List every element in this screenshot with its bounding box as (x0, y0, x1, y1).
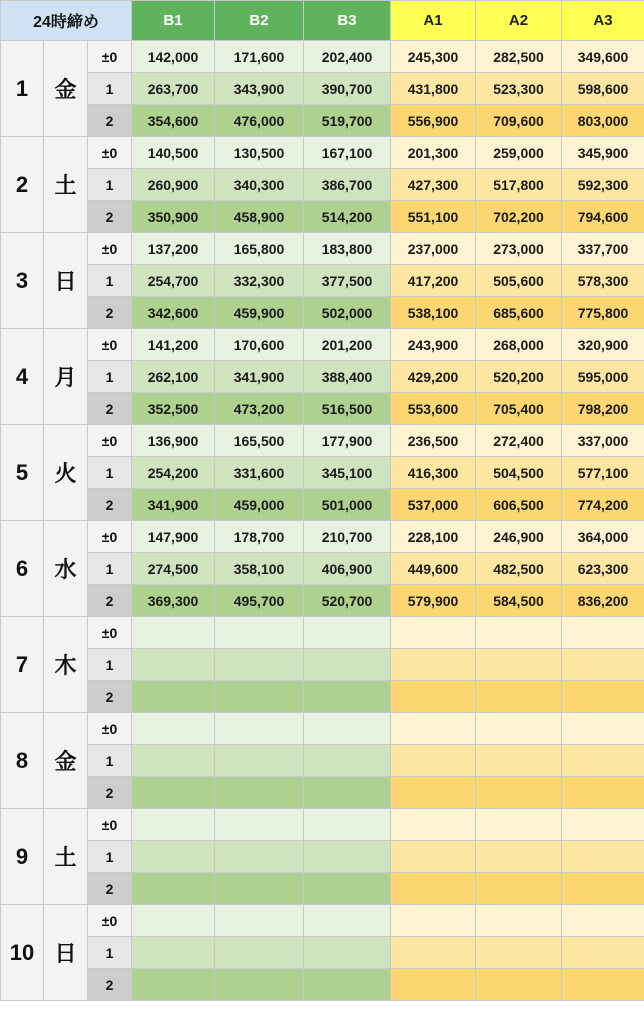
price-cell[interactable]: 416,300 (391, 457, 476, 489)
table-row (1, 41, 644, 73)
price-cell[interactable]: 262,100 (132, 361, 215, 393)
price-cell[interactable]: 519,700 (304, 105, 391, 137)
level-label: 1 (88, 169, 132, 201)
price-cell[interactable] (476, 681, 562, 713)
price-cell[interactable]: 458,900 (215, 201, 304, 233)
price-cell[interactable] (562, 745, 644, 777)
price-cell[interactable] (304, 617, 391, 649)
price-cell[interactable]: 259,000 (476, 137, 562, 169)
price-cell[interactable]: 342,600 (132, 297, 215, 329)
price-cell[interactable]: 254,200 (132, 457, 215, 489)
price-cell[interactable]: 345,100 (304, 457, 391, 489)
price-cell[interactable]: 358,100 (215, 553, 304, 585)
level-label: 1 (88, 553, 132, 585)
price-cell[interactable]: 553,600 (391, 393, 476, 425)
price-cell[interactable]: 165,800 (215, 233, 304, 265)
price-cell[interactable]: 709,600 (476, 105, 562, 137)
price-cell[interactable] (476, 809, 562, 841)
level-label: ±0 (88, 137, 132, 169)
price-cell[interactable] (391, 681, 476, 713)
price-cell[interactable] (476, 649, 562, 681)
level-label: ±0 (88, 905, 132, 937)
price-cell[interactable]: 473,200 (215, 393, 304, 425)
table-row (1, 841, 644, 873)
price-cell[interactable] (476, 713, 562, 745)
price-cell[interactable]: 201,200 (304, 329, 391, 361)
price-cell[interactable]: 429,200 (391, 361, 476, 393)
price-cell[interactable]: 337,700 (562, 233, 644, 265)
price-cell[interactable]: 352,500 (132, 393, 215, 425)
table-row (1, 105, 644, 137)
column-header-a2: A2 (476, 1, 562, 41)
price-cell[interactable]: 502,000 (304, 297, 391, 329)
price-cell[interactable] (476, 969, 562, 1001)
day-of-week: 日 (44, 233, 88, 329)
price-cell[interactable] (562, 649, 644, 681)
price-cell[interactable]: 350,900 (132, 201, 215, 233)
price-cell[interactable]: 504,500 (476, 457, 562, 489)
table-row (1, 873, 644, 905)
price-cell[interactable] (304, 809, 391, 841)
level-label: ±0 (88, 329, 132, 361)
price-cell[interactable]: 606,500 (476, 489, 562, 521)
price-cell[interactable]: 427,300 (391, 169, 476, 201)
price-cell[interactable] (215, 649, 304, 681)
table-row (1, 617, 644, 649)
price-cell[interactable]: 459,000 (215, 489, 304, 521)
table-row (1, 937, 644, 969)
table-row (1, 393, 644, 425)
day-number: 4 (1, 329, 44, 425)
price-cell[interactable]: 775,800 (562, 297, 644, 329)
level-label: 2 (88, 873, 132, 905)
price-cell[interactable]: 282,500 (476, 41, 562, 73)
price-cell[interactable] (562, 841, 644, 873)
price-cell[interactable]: 390,700 (304, 73, 391, 105)
price-cell[interactable] (476, 617, 562, 649)
price-cell[interactable]: 165,500 (215, 425, 304, 457)
price-cell[interactable]: 332,300 (215, 265, 304, 297)
price-cell[interactable]: 341,900 (215, 361, 304, 393)
table-row (1, 713, 644, 745)
price-cell[interactable] (304, 841, 391, 873)
price-cell[interactable]: 246,900 (476, 521, 562, 553)
price-cell[interactable]: 254,700 (132, 265, 215, 297)
price-cell[interactable] (304, 649, 391, 681)
price-cell[interactable]: 556,900 (391, 105, 476, 137)
price-cell[interactable] (132, 873, 215, 905)
column-header-b3: B3 (304, 1, 391, 41)
day-number: 1 (1, 41, 44, 137)
price-cell[interactable] (304, 745, 391, 777)
price-cell[interactable]: 431,800 (391, 73, 476, 105)
price-cell[interactable]: 623,300 (562, 553, 644, 585)
price-cell[interactable] (132, 681, 215, 713)
price-cell[interactable]: 341,900 (132, 489, 215, 521)
table-row (1, 329, 644, 361)
price-cell[interactable]: 505,600 (476, 265, 562, 297)
column-header-a1: A1 (391, 1, 476, 41)
price-cell[interactable] (215, 745, 304, 777)
price-cell[interactable]: 349,600 (562, 41, 644, 73)
level-label: 1 (88, 649, 132, 681)
price-cell[interactable]: 130,500 (215, 137, 304, 169)
price-cell[interactable] (132, 745, 215, 777)
table-row (1, 425, 644, 457)
table-row (1, 969, 644, 1001)
price-cell[interactable]: 579,900 (391, 585, 476, 617)
table-row (1, 169, 644, 201)
price-cell[interactable] (132, 969, 215, 1001)
day-of-week: 月 (44, 329, 88, 425)
level-label: 1 (88, 937, 132, 969)
day-of-week: 土 (44, 137, 88, 233)
price-cell[interactable] (391, 969, 476, 1001)
price-cell[interactable] (476, 873, 562, 905)
level-label: 2 (88, 297, 132, 329)
level-label: 1 (88, 457, 132, 489)
price-cell[interactable] (562, 969, 644, 1001)
level-label: 2 (88, 777, 132, 809)
price-cell[interactable]: 577,100 (562, 457, 644, 489)
price-cell[interactable]: 495,700 (215, 585, 304, 617)
price-cell[interactable] (476, 937, 562, 969)
day-of-week: 金 (44, 713, 88, 809)
price-cell[interactable]: 598,600 (562, 73, 644, 105)
price-cell[interactable]: 794,600 (562, 201, 644, 233)
level-label: 2 (88, 489, 132, 521)
price-cell[interactable]: 142,000 (132, 41, 215, 73)
table-row (1, 489, 644, 521)
level-label: ±0 (88, 41, 132, 73)
price-cell[interactable] (562, 809, 644, 841)
price-cell[interactable]: 517,800 (476, 169, 562, 201)
column-header-a3: A3 (562, 1, 644, 41)
day-number: 2 (1, 137, 44, 233)
table-row (1, 809, 644, 841)
day-number: 3 (1, 233, 44, 329)
level-label: 1 (88, 361, 132, 393)
price-cell[interactable]: 584,500 (476, 585, 562, 617)
price-cell[interactable]: 171,600 (215, 41, 304, 73)
price-cell[interactable] (215, 841, 304, 873)
price-cell[interactable] (391, 873, 476, 905)
price-cell[interactable] (562, 905, 644, 937)
price-cell[interactable] (215, 681, 304, 713)
price-cell[interactable]: 523,300 (476, 73, 562, 105)
price-cell[interactable] (391, 905, 476, 937)
price-cell[interactable]: 201,300 (391, 137, 476, 169)
day-of-week: 土 (44, 809, 88, 905)
price-cell[interactable] (215, 617, 304, 649)
price-cell[interactable]: 705,400 (476, 393, 562, 425)
price-cell[interactable] (562, 873, 644, 905)
header-row (1, 1, 644, 41)
day-number: 7 (1, 617, 44, 713)
table-row (1, 585, 644, 617)
price-cell[interactable]: 388,400 (304, 361, 391, 393)
price-cell[interactable] (132, 617, 215, 649)
price-cell[interactable]: 137,200 (132, 233, 215, 265)
price-cell[interactable]: 702,200 (476, 201, 562, 233)
price-cell[interactable] (132, 937, 215, 969)
day-of-week: 木 (44, 617, 88, 713)
price-cell[interactable]: 243,900 (391, 329, 476, 361)
price-cell[interactable]: 274,500 (132, 553, 215, 585)
table-row (1, 73, 644, 105)
price-cell[interactable]: 520,200 (476, 361, 562, 393)
level-label: 2 (88, 201, 132, 233)
table-row (1, 777, 644, 809)
day-number: 6 (1, 521, 44, 617)
price-cell[interactable]: 459,900 (215, 297, 304, 329)
price-cell[interactable]: 803,000 (562, 105, 644, 137)
table-row (1, 201, 644, 233)
price-cell[interactable] (476, 777, 562, 809)
price-cell[interactable]: 268,000 (476, 329, 562, 361)
price-cell[interactable]: 595,000 (562, 361, 644, 393)
level-label: 1 (88, 745, 132, 777)
day-of-week: 火 (44, 425, 88, 521)
table-row (1, 649, 644, 681)
price-cell[interactable] (215, 713, 304, 745)
price-cell[interactable]: 273,000 (476, 233, 562, 265)
price-cell[interactable] (215, 969, 304, 1001)
table-row (1, 137, 644, 169)
price-cell[interactable]: 476,000 (215, 105, 304, 137)
price-cell[interactable] (391, 937, 476, 969)
table-row (1, 265, 644, 297)
price-cell[interactable] (391, 649, 476, 681)
level-label: ±0 (88, 617, 132, 649)
level-label: ±0 (88, 713, 132, 745)
price-cell[interactable] (476, 841, 562, 873)
price-cell[interactable] (132, 905, 215, 937)
table-row (1, 457, 644, 489)
price-cell[interactable]: 551,100 (391, 201, 476, 233)
price-cell[interactable]: 141,200 (132, 329, 215, 361)
table-row (1, 521, 644, 553)
price-cell[interactable]: 140,500 (132, 137, 215, 169)
price-cell[interactable]: 516,500 (304, 393, 391, 425)
price-cell[interactable] (215, 873, 304, 905)
table-row (1, 361, 644, 393)
day-of-week: 水 (44, 521, 88, 617)
price-cell[interactable] (215, 905, 304, 937)
price-cell[interactable]: 417,200 (391, 265, 476, 297)
price-cell[interactable] (562, 617, 644, 649)
price-cell[interactable]: 167,100 (304, 137, 391, 169)
price-cell[interactable]: 836,200 (562, 585, 644, 617)
level-label: 2 (88, 969, 132, 1001)
price-cell[interactable]: 170,600 (215, 329, 304, 361)
price-cell[interactable] (562, 777, 644, 809)
level-label: ±0 (88, 233, 132, 265)
price-cell[interactable]: 337,000 (562, 425, 644, 457)
level-label: 1 (88, 73, 132, 105)
price-cell[interactable]: 377,500 (304, 265, 391, 297)
price-cell[interactable]: 343,900 (215, 73, 304, 105)
price-cell[interactable] (132, 809, 215, 841)
column-header-b1: B1 (132, 1, 215, 41)
price-cell[interactable]: 202,400 (304, 41, 391, 73)
price-cell[interactable]: 245,300 (391, 41, 476, 73)
price-cell[interactable]: 592,300 (562, 169, 644, 201)
price-cell[interactable]: 354,600 (132, 105, 215, 137)
price-cell[interactable]: 501,000 (304, 489, 391, 521)
price-cell[interactable] (304, 777, 391, 809)
price-cell[interactable]: 178,700 (215, 521, 304, 553)
price-cell[interactable]: 177,900 (304, 425, 391, 457)
price-cell[interactable]: 345,900 (562, 137, 644, 169)
price-cell[interactable] (476, 905, 562, 937)
price-cell[interactable]: 578,300 (562, 265, 644, 297)
price-cell[interactable]: 237,000 (391, 233, 476, 265)
price-cell[interactable] (562, 713, 644, 745)
price-cell[interactable] (391, 841, 476, 873)
level-label: 2 (88, 585, 132, 617)
price-cell[interactable]: 183,800 (304, 233, 391, 265)
level-label: ±0 (88, 809, 132, 841)
price-cell[interactable] (391, 617, 476, 649)
price-cell[interactable]: 774,200 (562, 489, 644, 521)
price-cell[interactable]: 537,000 (391, 489, 476, 521)
level-label: 2 (88, 105, 132, 137)
level-label: 1 (88, 265, 132, 297)
price-cell[interactable]: 514,200 (304, 201, 391, 233)
table-row (1, 681, 644, 713)
price-cell[interactable]: 538,100 (391, 297, 476, 329)
price-cell[interactable] (562, 681, 644, 713)
price-cell[interactable]: 320,900 (562, 329, 644, 361)
price-cell[interactable] (391, 777, 476, 809)
price-cell[interactable]: 340,300 (215, 169, 304, 201)
price-cell[interactable] (304, 937, 391, 969)
price-cell[interactable]: 406,900 (304, 553, 391, 585)
price-cell[interactable]: 386,700 (304, 169, 391, 201)
price-cell[interactable]: 449,600 (391, 553, 476, 585)
price-cell[interactable] (304, 905, 391, 937)
price-cell[interactable] (132, 713, 215, 745)
price-cell[interactable]: 482,500 (476, 553, 562, 585)
price-cell[interactable]: 136,900 (132, 425, 215, 457)
price-cell[interactable]: 147,900 (132, 521, 215, 553)
level-label: ±0 (88, 425, 132, 457)
price-cell[interactable] (391, 809, 476, 841)
level-label: 2 (88, 393, 132, 425)
table-row (1, 553, 644, 585)
table-row (1, 233, 644, 265)
price-cell[interactable] (132, 841, 215, 873)
price-cell[interactable] (391, 745, 476, 777)
price-cell[interactable] (132, 777, 215, 809)
day-of-week: 日 (44, 905, 88, 1001)
price-cell[interactable] (562, 937, 644, 969)
price-cell[interactable] (391, 713, 476, 745)
price-cell[interactable]: 228,100 (391, 521, 476, 553)
day-number: 8 (1, 713, 44, 809)
price-cell[interactable] (215, 809, 304, 841)
table-row (1, 905, 644, 937)
price-cell[interactable] (476, 745, 562, 777)
price-cell[interactable]: 263,700 (132, 73, 215, 105)
price-cell[interactable] (304, 713, 391, 745)
price-cell[interactable]: 369,300 (132, 585, 215, 617)
day-number: 9 (1, 809, 44, 905)
cutoff-label: 24時締め (1, 1, 132, 41)
price-cell[interactable]: 331,600 (215, 457, 304, 489)
price-cell[interactable]: 685,600 (476, 297, 562, 329)
price-cell[interactable] (132, 649, 215, 681)
level-label: ±0 (88, 521, 132, 553)
price-cell[interactable]: 210,700 (304, 521, 391, 553)
price-cell[interactable]: 272,400 (476, 425, 562, 457)
day-number: 5 (1, 425, 44, 521)
day-of-week: 金 (44, 41, 88, 137)
price-cell[interactable] (215, 937, 304, 969)
table-row (1, 745, 644, 777)
level-label: 2 (88, 681, 132, 713)
table-body (1, 41, 644, 1001)
price-cell[interactable]: 798,200 (562, 393, 644, 425)
price-cell[interactable] (215, 777, 304, 809)
day-number: 10 (1, 905, 44, 1001)
price-cell[interactable]: 520,700 (304, 585, 391, 617)
level-label: 1 (88, 841, 132, 873)
price-cell[interactable]: 236,500 (391, 425, 476, 457)
price-cell[interactable]: 260,900 (132, 169, 215, 201)
table-row (1, 297, 644, 329)
column-header-b2: B2 (215, 1, 304, 41)
price-cell[interactable] (304, 969, 391, 1001)
price-cell[interactable] (304, 681, 391, 713)
price-cell[interactable] (304, 873, 391, 905)
price-cell[interactable]: 364,000 (562, 521, 644, 553)
